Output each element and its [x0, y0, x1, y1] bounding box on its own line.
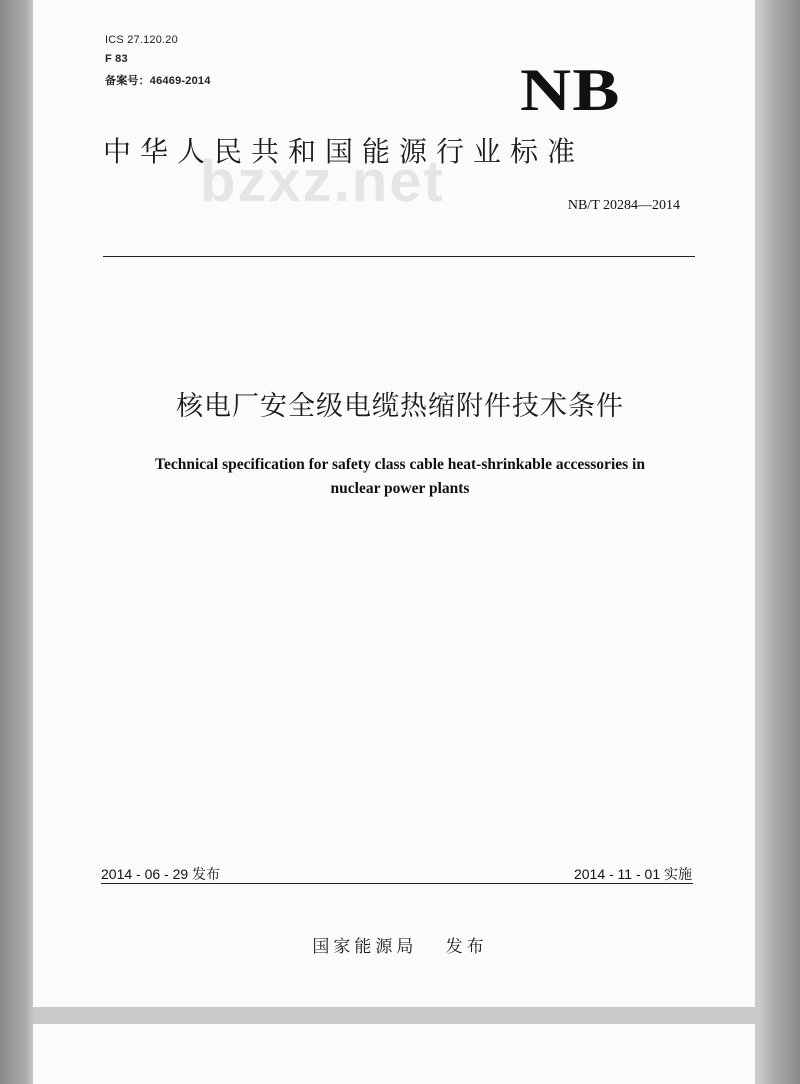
next-page-edge	[33, 1024, 755, 1084]
issuer	[0, 932, 800, 957]
publish-date: 2014 - 06 - 29 发布	[101, 866, 221, 882]
issuer-action: 发布	[445, 937, 488, 957]
filing-number: 备案号：46469-2014	[105, 75, 211, 87]
title-chinese: 核电厂安全级电缆热缩附件技术条件	[176, 391, 624, 422]
title-english-line-2: nuclear power plants	[330, 480, 470, 497]
issuer-name: 国家能源局	[312, 937, 418, 957]
standard-organization: 中华人民共和国能源行业标准	[103, 135, 585, 168]
nb-logo: NB	[520, 57, 621, 123]
standard-number: NB/T 20284—2014	[567, 198, 680, 213]
ccs-code: F 83	[105, 53, 128, 65]
footer-divider	[101, 883, 693, 884]
implement-date: 2014 - 11 - 01 实施	[573, 866, 692, 882]
title-english-line-1: Technical specification for safety class cable heat-shrinkable accessories in	[155, 456, 645, 473]
header-divider	[103, 256, 695, 257]
title-english	[100, 453, 700, 501]
ics-code: ICS 27.120.20	[105, 34, 178, 46]
watermark: bzxz.net	[200, 149, 445, 214]
